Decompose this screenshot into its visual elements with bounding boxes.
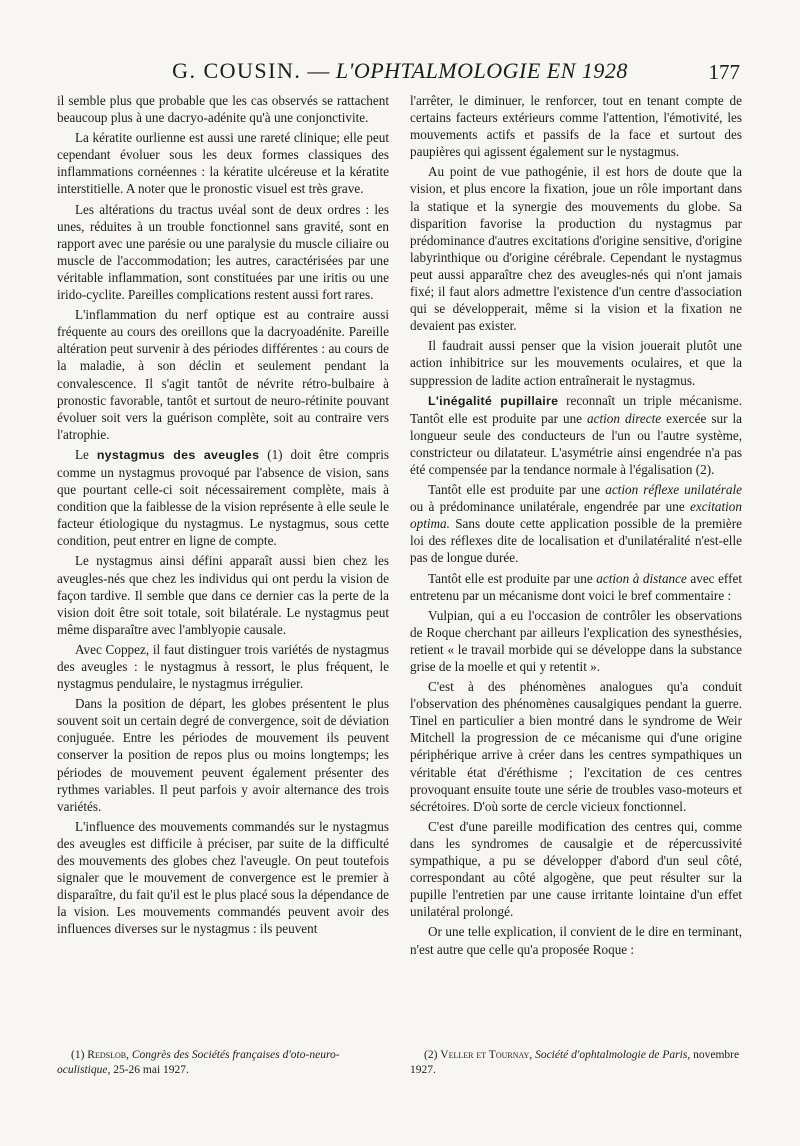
paragraph: Avec Coppez, il faut distinguer trois variétés de nystagmus des aveugles : le nystagmus à ressort, le plus fréquent, le nystagmus pendulaire, le nystagmus irrégulier. xyxy=(57,641,389,692)
footnote-title: Société d'ophtalmologie de Paris, xyxy=(532,1049,691,1061)
paragraph: Il faudrait aussi penser que la vision jouerait plutôt une action inhibitrice sur les mouvements oculaires, et que la suppression de ladite action entraînerait le nystagmus. xyxy=(410,338,742,388)
paragraph: l'arrêter, le diminuer, le renforcer, tout en tenant compte de certains facteurs extérieurs comme l'attention, l'émotivité, les mouvements actifs et passifs de la face et surtout des paupières qui agissent également sur le nystagmus. xyxy=(410,93,742,160)
emphasis: action réflexe unilatérale xyxy=(605,482,742,498)
paragraph: La kératite ourlienne est aussi une rareté clinique; elle peut cependant évoluer sous les deux formes classiques des inflammations cornéennes : la kératite ulcéreuse et la kératite interstitielle. A noter que le pronostic visuel est très grave. xyxy=(57,130,389,197)
emphasis: action à distance xyxy=(596,570,687,586)
left-column xyxy=(57,92,389,938)
paragraph: Au point de vue pathogénie, il est hors de doute que la vision, et plus encore la fixation, joue un rôle important dans la statique et la synergie des mouvements du globe. Sa disparition favorise la production du nystagmus par prédominance d'autres excitations d'origine sensitive, d'origine labyrinthique ou d'origine cérébrale. Cependant le nystagmus peut aussi apparaître chez des aveugles-nés qui n'ont jamais fixé; il faut alors admettre l'existence d'un centre d'association qui se développerait, même si la vision et la fixation ne devaient pas exister. xyxy=(410,164,742,334)
paragraph: Le nystagmus ainsi défini apparaît aussi bien chez les aveugles-nés que chez les individus qui ont perdu la vision de façon tardive. Il semble que dans ce dernier cas la perte de la vision doit être soit totale, soit bilatérale. Le nystagmus peut même disparaître avec l'amblyopie causale. xyxy=(57,553,389,637)
emphasis: action directe xyxy=(587,410,662,426)
emphasis: excitation optima. xyxy=(410,499,742,532)
footnote-author: Redslob, xyxy=(87,1049,129,1061)
paragraph-text: reconnaît un triple mécanisme. Tantôt elle est produite par une xyxy=(410,392,742,426)
paragraph-text: Tantôt elle est produite par une xyxy=(428,570,597,586)
footnote-text xyxy=(57,1048,389,1078)
paragraph: C'est à des phénomènes analogues qu'a conduit l'observation des phénomènes causalgiques pendant la guerre. Tinel en particulier a bien montré dans le syndrome de Weir Mitchell la progression de ce mécanisme qui d'une origine périphérique arrive à créer dans les centres sympathiques un véritable état d'éréthisme ; l'excitation de ces centres provoquant ensuite toute une série de troubles vaso-moteurs et sécrétoires. D'où sorte de cercle vicieux fonctionnel. xyxy=(410,679,742,814)
section-term-pupil: L'inégalité pupillaire xyxy=(428,393,559,408)
footnote-mark: (2) xyxy=(424,1049,441,1061)
footnote-1 xyxy=(57,1048,389,1078)
footnote-date: 25-26 mai 1927. xyxy=(110,1064,189,1076)
footnote-author: Veller et Tournay, xyxy=(440,1049,533,1061)
paragraph: Vulpian, qui a eu l'occasion de contrôler les observations de Roque cherchant par ailleurs l'explication des synesthésies, retient « le travail morbide qui se développe dans la substance grise de la moelle et qui y retentit ». xyxy=(410,607,742,674)
paragraph xyxy=(57,446,389,550)
running-head-dash: — xyxy=(301,58,336,83)
paragraph xyxy=(410,570,742,604)
section-term-nystagmus: nystagmus des aveugles xyxy=(96,447,260,462)
paragraph-text: Sans doute cette application possible de la première loi des réflexes dite de localisation et d'unilatéralité n'est-elle pas de longue durée. xyxy=(410,516,742,566)
footnote-title: Congrès des Sociétés françaises d'oto-neuro-oculistique, xyxy=(57,1049,340,1076)
paragraph: Dans la position de départ, les globes présentent le plus souvent soit un certain degré de convergence, soit de déviation conjuguée. Entre les périodes de mouvement ils peuvent conserver la position de repos plus ou moins longtemps; les périodes de mouvement peuvent également présenter des rythmes variables. Il peut parfois y avoir alternance des trois variétés. xyxy=(57,696,389,814)
paragraph: L'influence des mouvements commandés sur le nystagmus des aveugles est difficile à préciser, par suite de la difficulté des mouvements des globes chez l'aveugle. On peut toutefois signaler que le mouvement de convergence est le premier à disparaître, du fait qu'il est le plus placé sous la dépendance de la vision. Les mouvements commandés peuvent avoir des influences diverses sur le nystagmus : ils peuvent xyxy=(57,818,389,937)
paragraph-text: Tantôt elle est produite par une xyxy=(428,482,606,498)
paragraph: C'est d'une pareille modification des centres qui, comme dans les syndromes de causalgie et de répercussivité sympathique, a pu se développer d'abord d'un seul côté, correspondant au côté algogène, que peut résulter sur la pupille l'entretien par une cause irritante lointaine d'un effet unilatéral prolongé. xyxy=(410,818,742,920)
paragraph: il semble plus que probable que les cas observés se rattachent beaucoup plus à une dacryo-adénite qu'à une conjonctivite. xyxy=(57,93,389,126)
right-column xyxy=(410,92,742,958)
paragraph: L'inflammation du nerf optique est au contraire aussi fréquente au cours des oreillons que la dacryoadénite. Pareille altération peut survenir à des périodes différentes : au cours de la maladie, à son déclin et seulement pendant la convalescence. Il s'agit tantôt de névrite rétro-bulbaire à pronostic favorable, tantôt et surtout de neuro-rétinite pouvant évoluer soit vers la guérison complète, soit au contraire vers l'atrophie. xyxy=(57,307,389,442)
running-head-journal: L'OPHTALMOLOGIE EN 1928 xyxy=(335,58,628,83)
page-number: 177 xyxy=(708,60,740,84)
paragraph-text: exercée sur la longueur seule des conducteurs de l'un ou l'autre système, constricteur ou dilatateur. L'asymétrie ainsi engendrée n'a pas été compensée par la tendance normale à l'égalisation (2). xyxy=(410,410,742,477)
footnote-text xyxy=(410,1048,742,1078)
page-header xyxy=(60,58,740,88)
paragraph-prefix: Le xyxy=(75,446,97,462)
running-head xyxy=(60,58,740,84)
paragraph xyxy=(410,392,742,478)
paragraph-text: (1) doit être compris comme un nystagmus provoqué par l'absence de vision, sans que pourtant celle-ci soit nécessairement complète, mais à condition que la faiblesse de la vision représente à elle seule le facteur étiologique du nystagmus. Le nystagmus, sous cette condition, peut entrer en ligne de compte. xyxy=(57,446,389,549)
paragraph xyxy=(410,481,742,566)
footnote-2 xyxy=(410,1048,742,1078)
paragraph-text: avec effet entretenu par un mécanisme dont voici le bref commentaire : xyxy=(410,570,742,603)
paragraph: Or une telle explication, il convient de le dire en terminant, n'est autre que celle qu'a proposée Roque : xyxy=(410,924,742,957)
paragraph-text: ou à prédominance unilatérale, engendrée par une xyxy=(410,499,690,515)
paragraph: Les altérations du tractus uvéal sont de deux ordres : les unes, réduites à un trouble fonctionnel sans gravité, sont en rapport avec une parésie ou une paralysie du muscle ciliaire ou muscle de l'accommodation; les autres, caractérisées par une véritable inflammation, sont constituées par une iritis ou une irido-cyclite. Pareilles complications restent aussi fort rares. xyxy=(57,201,389,303)
footnote-date: novembre 1927. xyxy=(410,1049,740,1076)
running-head-author: G. COUSIN. xyxy=(172,58,302,83)
footnote-mark: (1) xyxy=(71,1049,88,1061)
